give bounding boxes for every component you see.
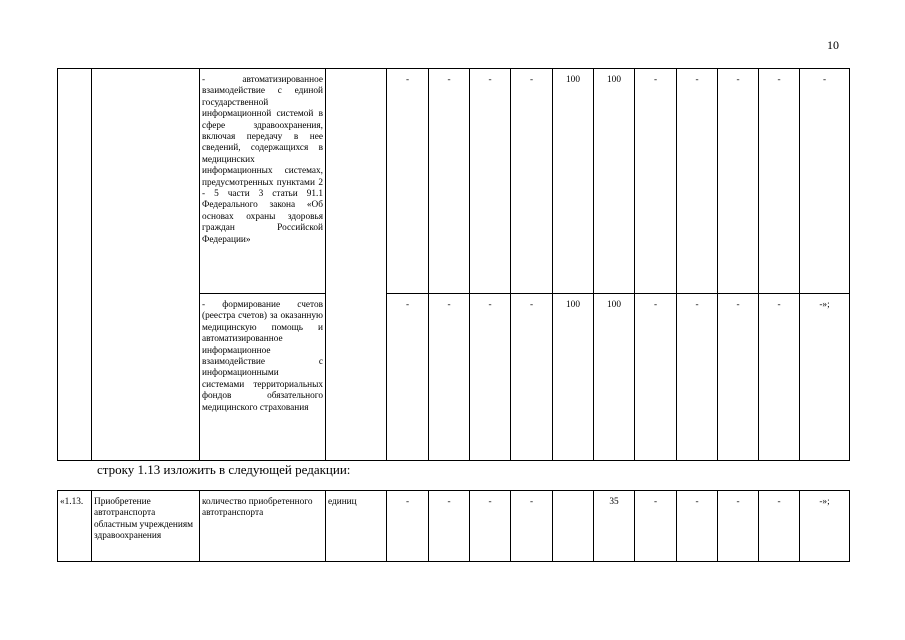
empty-cell: [58, 69, 92, 461]
value-cell: 35: [594, 491, 635, 562]
row-name: Приобретение автотранспорта областным учреждениям здравоохранения: [92, 491, 200, 562]
value-cell: -: [511, 294, 553, 461]
value-cell: -: [511, 491, 553, 562]
value-cell: -: [677, 294, 718, 461]
value-cell: -»;: [800, 294, 850, 461]
row-description: - автоматизированное взаимодействие с единой государственной информационной системой в сфере здравоохранения, включая передачу в нее сведений, содержащихся в медицинских информационных системах, предусмотренных пунктами 2 - 5 части 3 статьи 91.1 Федерального закона «Об основах охраны здоровья граждан Российской Федерации»: [200, 69, 326, 294]
value-cell: 100: [594, 294, 635, 461]
value-cell: -: [429, 491, 470, 562]
table-bottom: [57, 490, 850, 562]
row-number: «1.13.: [58, 491, 92, 562]
value-cell: -»;: [800, 491, 850, 562]
value-cell: [553, 491, 594, 562]
value-cell: -: [718, 294, 759, 461]
value-cell: -: [635, 294, 677, 461]
value-cell: -: [759, 69, 800, 294]
value-cell: 100: [553, 294, 594, 461]
value-cell: -: [470, 491, 511, 562]
table-row: [58, 69, 850, 294]
empty-cell: [92, 69, 200, 461]
value-cell: -: [759, 491, 800, 562]
page-number: 10: [827, 38, 839, 52]
value-cell: -: [470, 294, 511, 461]
table-row: [58, 491, 850, 562]
value-cell: -: [387, 491, 429, 562]
value-cell: -: [677, 491, 718, 562]
value-cell: -: [387, 69, 429, 294]
table-top: [57, 68, 850, 461]
value-cell: -: [718, 69, 759, 294]
value-cell: -: [429, 294, 470, 461]
value-cell: 100: [594, 69, 635, 294]
row-unit: единиц: [326, 491, 387, 562]
value-cell: -: [511, 69, 553, 294]
value-cell: 100: [553, 69, 594, 294]
value-cell: -: [635, 69, 677, 294]
value-cell: -: [718, 491, 759, 562]
amendment-instruction: строку 1.13 изложить в следующей редакции:: [97, 462, 351, 477]
row-description: - формирование счетов (реестра счетов) за оказанную медицинскую помощь и автоматизированное информационное взаимодействие с информационными системами территориальных фондов обязательного медицинского страхования: [200, 294, 326, 461]
value-cell: -: [635, 491, 677, 562]
value-cell: -: [470, 69, 511, 294]
row-indicator: количество приобретенного автотранспорта: [200, 491, 326, 562]
value-cell: -: [800, 69, 850, 294]
value-cell: -: [759, 294, 800, 461]
value-cell: -: [429, 69, 470, 294]
empty-cell: [326, 69, 387, 461]
value-cell: -: [387, 294, 429, 461]
value-cell: -: [677, 69, 718, 294]
